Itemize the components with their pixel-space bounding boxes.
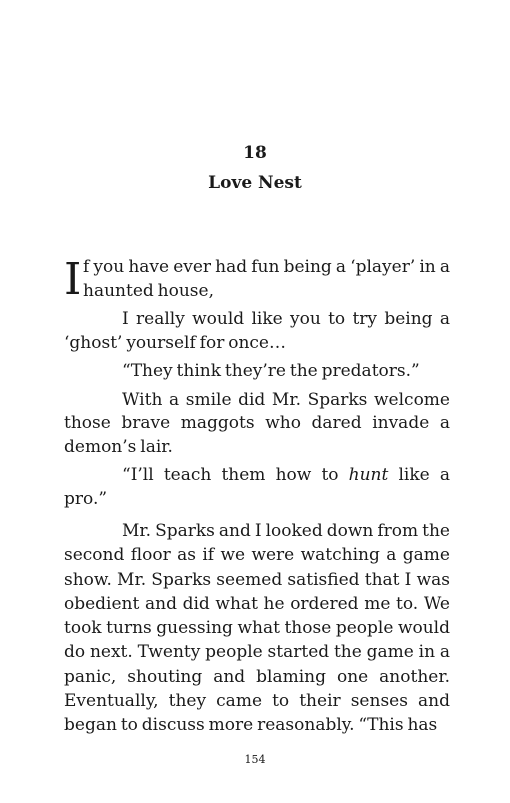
- body-section: [64, 519, 450, 738]
- chapter-number: 18: [243, 143, 267, 163]
- drop-cap: I: [64, 254, 82, 305]
- opening-lead-text: f you have ever had fun being a ‘player’ in a haunted house,: [83, 257, 450, 301]
- opening-paragraph: [64, 256, 450, 303]
- quote-hunt: [64, 464, 450, 511]
- verse-line-ghost: I really would like you to try being a ‘ghost’ yourself for once…: [64, 309, 450, 353]
- quote-hunt-after: like a pro.”: [64, 465, 450, 509]
- quote-predators: “They think they’re the predators.”: [122, 361, 420, 381]
- opening-section: [64, 256, 450, 511]
- quote-hunt-before: “I’ll teach them how to: [122, 465, 349, 485]
- quote-hunt-italic: hunt: [348, 465, 389, 485]
- sparks-welcome-line: With a smile did Mr. Sparks welcome those brave maggots who dared invade a demon’s lair.: [64, 389, 450, 457]
- body-paragraph: Mr. Sparks and I looked down from the second floor as if we were watching a game show. Mr. Sparks seemed satisfied that I was obedient and did what he ordered me to. We took turns guessing what those people would do next. Twenty people started the game in a panic, shouting and blaming one another. Eventually, they came to their senses and began to discuss more reasonably. “This has: [64, 521, 450, 736]
- page-number: 154: [244, 753, 266, 766]
- chapter-title: Love Nest: [208, 173, 302, 193]
